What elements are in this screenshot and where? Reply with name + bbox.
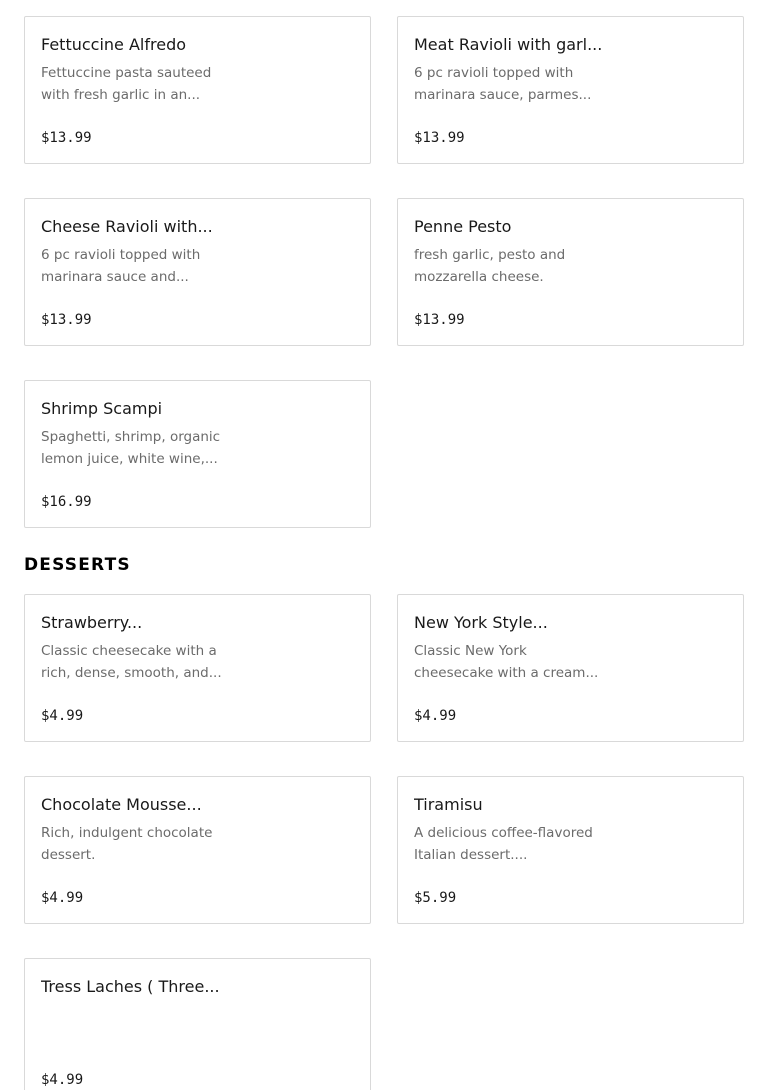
menu-item-card[interactable] xyxy=(397,594,744,742)
menu-item-card[interactable] xyxy=(24,380,371,528)
menu-item-description: Rich, indulgent chocolate dessert. xyxy=(41,825,213,863)
menu-item-price: $13.99 xyxy=(414,130,465,146)
menu-item-name: New York Style... xyxy=(414,613,548,632)
menu-item-name: Fettuccine Alfredo xyxy=(41,35,187,54)
menu-item-card[interactable] xyxy=(397,198,744,346)
menu-item-description: Fettuccine pasta sauteed with fresh garlic in an... xyxy=(41,65,212,103)
menu-item-card[interactable] xyxy=(24,198,371,346)
menu-item-name: Chocolate Mousse... xyxy=(41,795,202,814)
menu-item-description: Classic cheesecake with a rich, dense, smooth, and... xyxy=(41,643,222,681)
menu-item-description: 6 pc ravioli topped with marinara sauce and... xyxy=(41,247,201,285)
menu-item-name: Tress Laches ( Three... xyxy=(41,977,220,996)
menu-item-price: $13.99 xyxy=(41,312,92,328)
menu-item-card[interactable] xyxy=(397,776,744,924)
menu-item-description: fresh garlic, pesto and mozzarella cheese. xyxy=(414,247,566,285)
menu-item-card[interactable] xyxy=(24,16,371,164)
menu-item-name: Meat Ravioli with garl... xyxy=(414,35,603,54)
menu-item-price: $5.99 xyxy=(414,890,457,906)
section-title-desserts: DESSERTS xyxy=(24,555,131,575)
menu-item-name: Strawberry... xyxy=(41,613,143,632)
menu-item-name: Tiramisu xyxy=(414,795,483,814)
menu-item-price: $4.99 xyxy=(41,1072,84,1088)
menu-item-description: Spaghetti, shrimp, organic lemon juice, white wine,... xyxy=(41,429,221,467)
menu-item-price: $16.99 xyxy=(41,494,92,510)
menu-item-price: $4.99 xyxy=(41,890,84,906)
menu-item-card[interactable] xyxy=(24,776,371,924)
menu-item-card[interactable] xyxy=(397,16,744,164)
menu-item-price: $4.99 xyxy=(414,708,457,724)
menu-item-price: $13.99 xyxy=(414,312,465,328)
menu-item-name: Shrimp Scampi xyxy=(41,399,163,418)
menu-item-description: 6 pc ravioli topped with marinara sauce, parmes... xyxy=(414,65,592,103)
menu-item-card[interactable] xyxy=(24,958,371,1090)
menu-item-name: Penne Pesto xyxy=(414,217,512,236)
menu-item-description: Classic New York cheesecake with a cream... xyxy=(414,643,599,681)
menu-item-card[interactable] xyxy=(24,594,371,742)
menu-item-price: $4.99 xyxy=(41,708,84,724)
menu-item-name: Cheese Ravioli with... xyxy=(41,217,213,236)
menu-item-price: $13.99 xyxy=(41,130,92,146)
menu-item-description: A delicious coffee-flavored Italian dessert.... xyxy=(414,825,593,863)
